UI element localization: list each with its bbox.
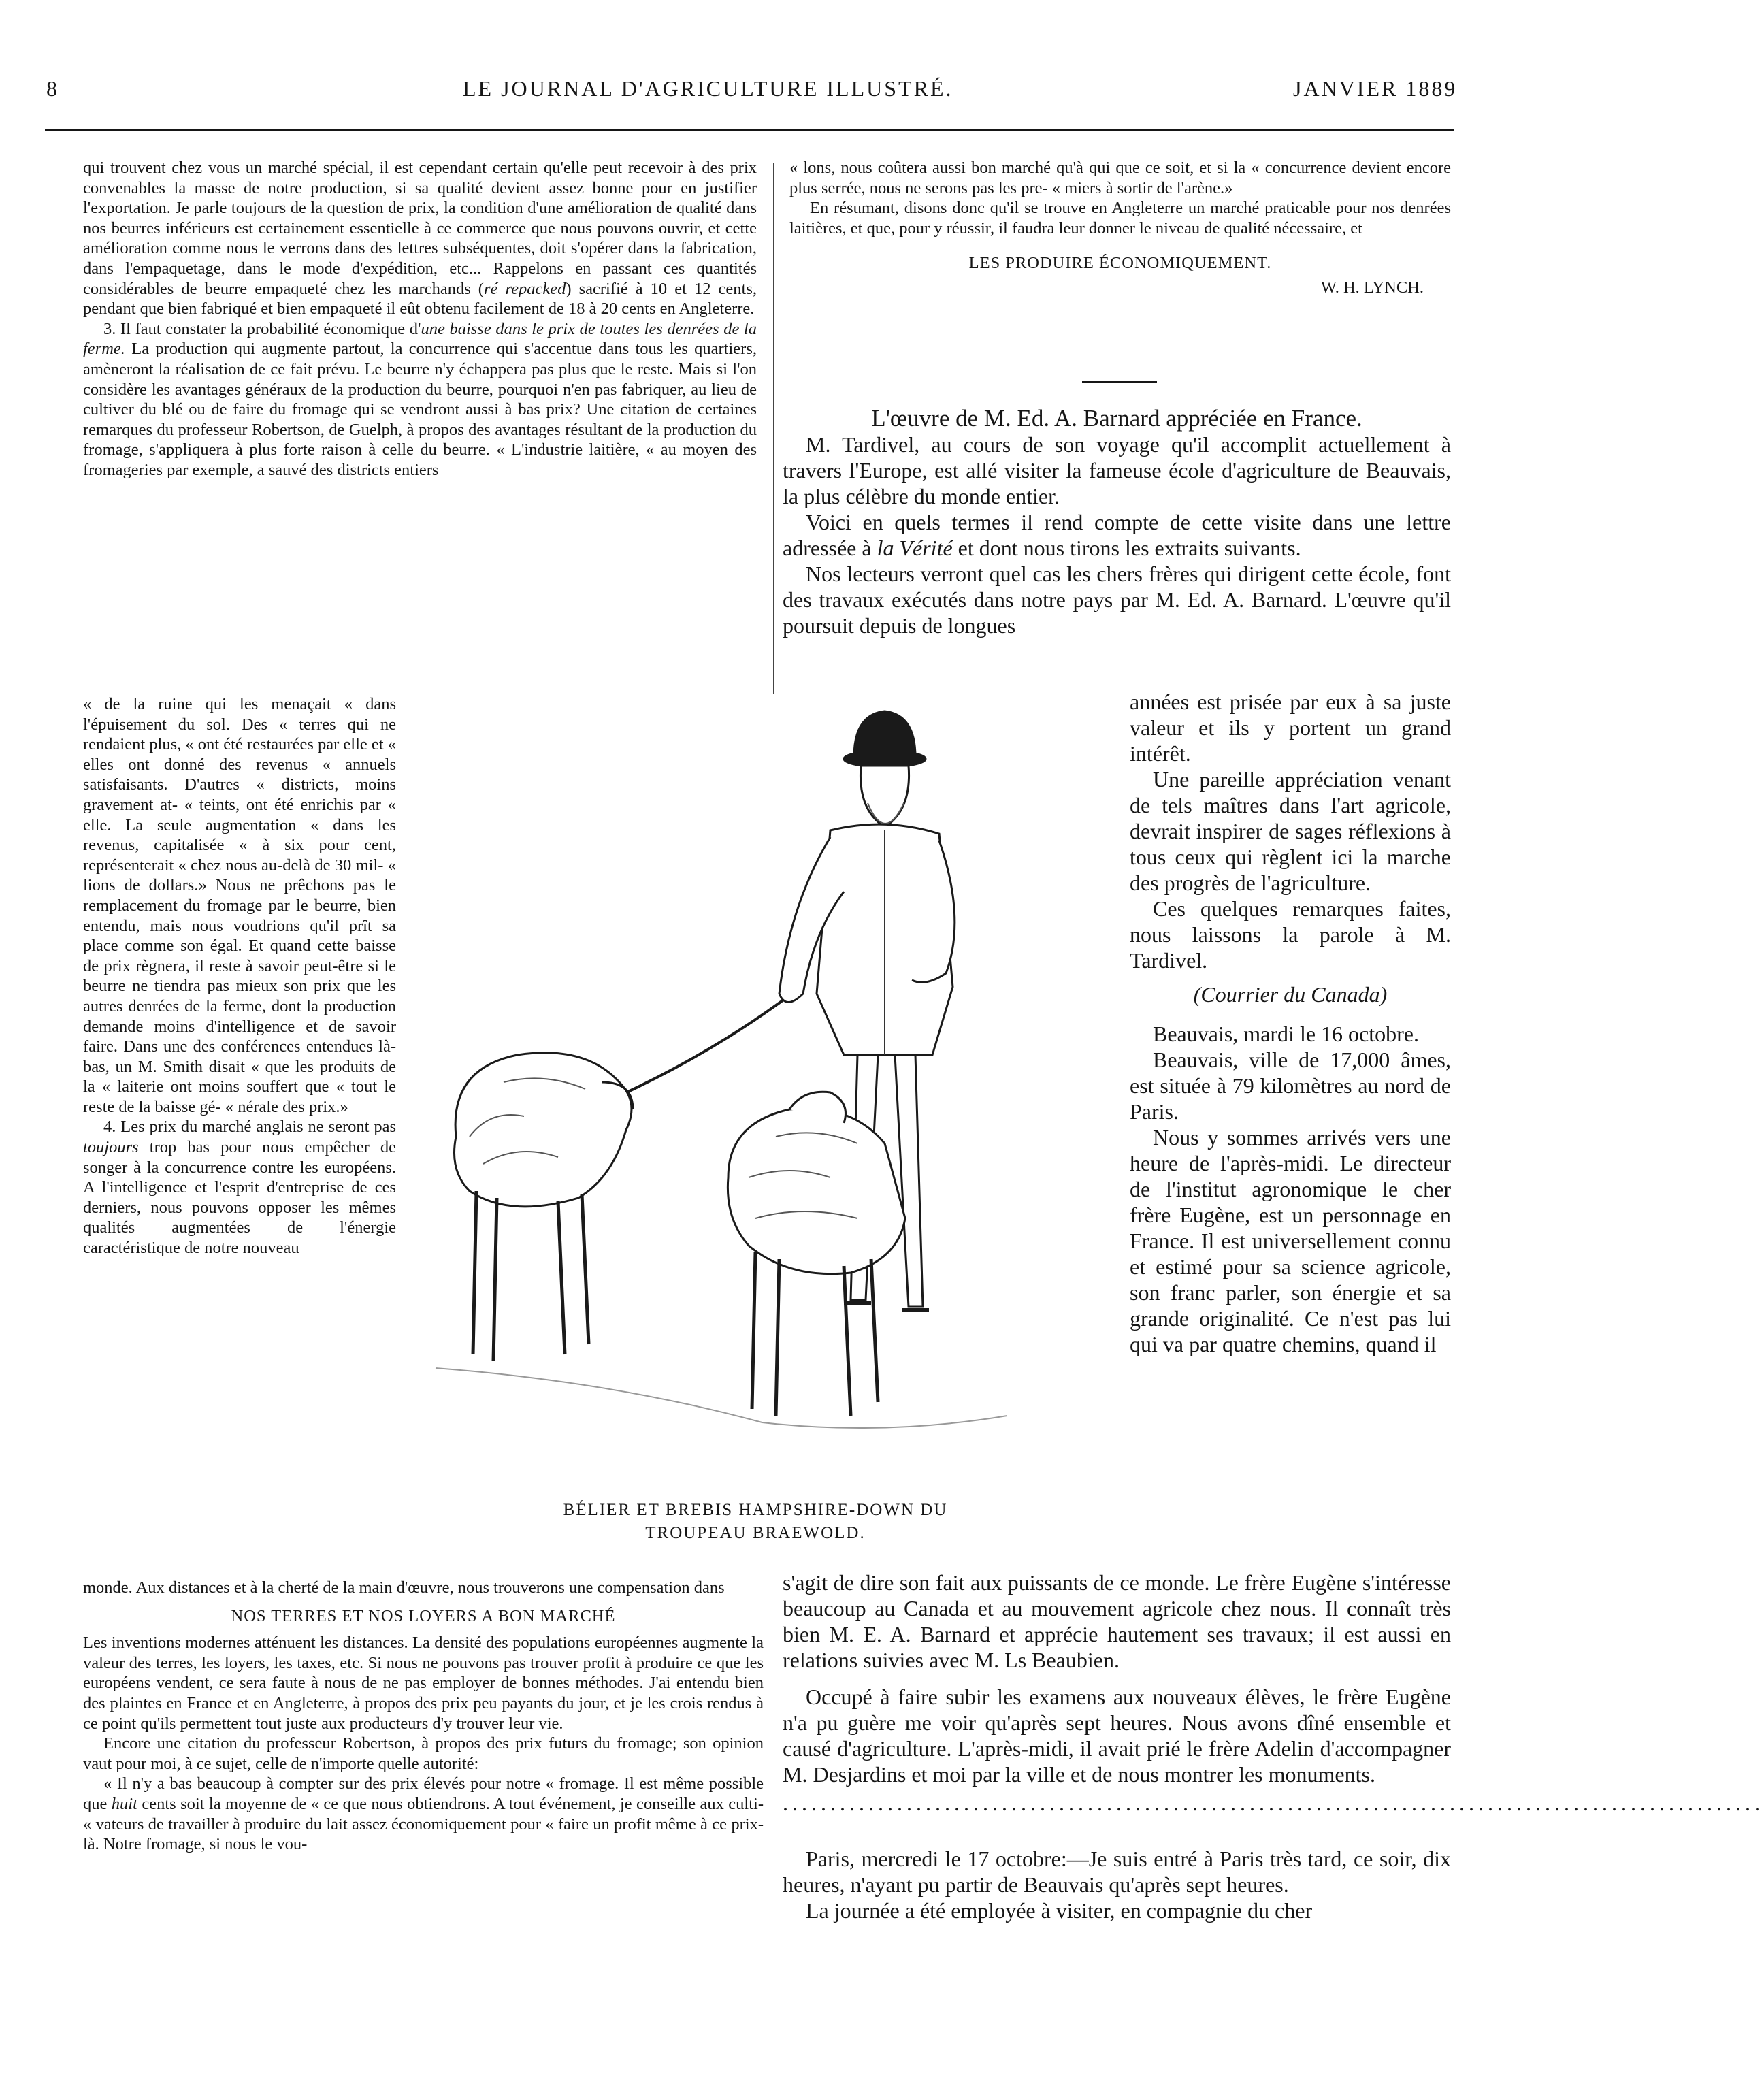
paragraph: Paris, mercredi le 17 octobre:—Je suis entré à Paris très tard, ce soir, dix heures, n'ayant pu partir de Beauvais qu'après sept heures. xyxy=(783,1846,1451,1897)
left-bottom-column xyxy=(83,1578,764,1855)
paragraph: s'agit de dire son fait aux puissants de ce monde. Le frère Eugène s'intéresse beaucoup au Canada et au mouvement agricole chez nous. Il connaît très bien M. E. A. Barnard et apprécie hautement ses travaux; il est aussi en relations suivies avec M. Ls Beaubien. xyxy=(783,1570,1451,1672)
article-bottom-column xyxy=(783,1569,1764,1923)
article-separator xyxy=(1082,381,1157,383)
paragraph: Nous y sommes arrivés vers une heure de l'après-midi. Le directeur de l'institut agronomique le cher frère Eugène, est un personnage en France. Il est universellement connu et estimé pour sa science agricole, son franc parler, son énergie et sa grande originalité. Ce n'est pas lui qui va par quatre chemins, quand il xyxy=(1130,1125,1451,1356)
paragraph: Encore une citation du professeur Robertson, à propos des prix futurs du fromage; son opinion vaut pour moi, à ce sujet, celle de n'importe quelle autorité: xyxy=(83,1734,764,1773)
section-heading: NOS TERRES ET NOS LOYERS A BON MARCHÉ xyxy=(231,1606,616,1625)
paragraph: Ces quelques remarques faites, nous laissons la parole à M. Tardivel. xyxy=(1130,896,1451,973)
section-heading: LES PRODUIRE ÉCONOMIQUEMENT. xyxy=(968,254,1272,273)
left-column xyxy=(83,158,757,481)
paragraph: années est prisée par eux à sa juste valeur et ils y portent un grand intérêt. xyxy=(1130,689,1451,766)
issue-date: JANVIER 1889 xyxy=(1293,76,1458,101)
paragraph: Nos lecteurs verront quel cas les chers frères qui dirigent cette école, font des travaux exécutés dans notre pays par M. Ed. A. Barnard. L'œuvre qu'il poursuit depuis de longues xyxy=(783,562,1451,638)
paragraph: Voici en quels termes il rend compte de cette visite dans une lettre adressée à la Vérité et dont nous tirons les extraits suivants. xyxy=(783,510,1451,560)
left-wrap-column xyxy=(83,694,396,1258)
paragraph: Les inventions modernes atténuent les distances. La densité des populations européennes augmente la valeur des terres, les loyers, les taxes, etc. Si nous ne pouvons pas trouver profit à produire ce que les européens vendent, ce sera faute à nous de ne pas employer de bonnes méthodes. J'ai entendu bien des plaintes en France et en Angleterre, à propos des prix peu payants du jour, et je les crois rendus à ce point qu'ils permettent tout juste aux producteurs d'y trouver leur vie. xyxy=(83,1633,764,1733)
caption-line: BÉLIER ET BREBIS HAMPSHIRE-DOWN DU xyxy=(563,1501,948,1519)
man-and-sheep-illustration xyxy=(408,701,1123,1491)
paragraph: M. Tardivel, au cours de son voyage qu'il accomplit actuellement à travers l'Europe, est allé visiter la fameuse école d'agriculture de Beauvais, la plus célèbre du monde entier. xyxy=(783,432,1451,508)
paragraph: 4. Les prix du marché anglais ne seront pas toujours trop bas pour nous empêcher de songer à la concurrence contre les européens. A l'intelligence et l'esprit d'entreprise de ces derniers, nous pouvons opposer les mêmes qualités augmentées de l'énergie caractéristique de notre nouveau xyxy=(83,1118,396,1258)
article-column xyxy=(783,406,1451,638)
journal-title: LE JOURNAL D'AGRICULTURE ILLUSTRÉ. xyxy=(463,76,953,101)
right-column-top xyxy=(789,158,1451,298)
dateline: Beauvais, mardi le 16 octobre. xyxy=(1153,1022,1419,1046)
paragraph: « lons, nous coûtera aussi bon marché qu'à qui que ce soit, et si la « concurrence devient encore plus serrée, nous ne serons pas les pre- « miers à sortir de l'arène.» xyxy=(789,159,1451,197)
paragraph: La journée a été employée à visiter, en compagnie du cher xyxy=(806,1898,1313,1923)
header-rule xyxy=(45,129,1454,131)
column-divider xyxy=(773,163,774,694)
paragraph: Occupé à faire subir les examens aux nouveaux élèves, le frère Eugène n'a pu guère me voir qu'après sept heures. Nous avons dîné ensemble et causé d'agriculture. L'après-midi, il avait prié le frère Adelin d'accompagner M. Desjardins et moi par la ville et de nous montrer les monuments. xyxy=(783,1685,1451,1787)
article-title: L'œuvre de M. Ed. A. Barnard appréciée en France. xyxy=(871,405,1362,432)
paragraph: Une pareille appréciation venant de tels maîtres dans l'art agricole, devrait inspirer de sages réflexions à tous ceux qui règlent ici la marche des progrès de l'agriculture. xyxy=(1130,767,1451,895)
article-wrap-column xyxy=(1130,689,1451,1357)
figure-caption xyxy=(490,1499,1021,1545)
author-signature: W. H. LYNCH. xyxy=(1320,278,1424,297)
paragraph: « Il n'y a bas beaucoup à compter sur des prix élevés pour notre « fromage. Il est même possible que huit cents soit la moyenne de « ce que nous obtiendrons. A tout événement, je conseille aux culti- « vateurs de travailler à produire du lait assez économiquement pour « faire un profit même à ce prix-là. Notre fromage, si nous le vou- xyxy=(83,1774,764,1854)
paragraph: « de la ruine qui les menaçait « dans l'épuisement du sol. Des « terres qui ne rendaient plus, « ont été restaurées par elle et « elles ont donné des revenus « annuels satisfaisants. D'autres « districts, moins gravement at- « teints, ont été enrichis par « elle. La seule augmentation « dans les revenus, capitalisée « à six pour cent, représenterait « chez nous au-delà de 30 mil- « lions de dollars.» Nous ne prêchons pas le remplacement du fromage par le beurre, bien entendu, mais nous voudrions qu'il prît sa place comme son égal. Et quand cette baisse de prix règnera, il reste à savoir peut-être si le beurre ne tiendra pas mieux son prix que les autres denrées de la ferme, dont la production demande moins d'intelligence et de savoir faire. Dans une des conférences entendues là-bas, un M. Smith disait « que les produits de la « laiterie ont moins souffert que « tout le reste de la baisse gé- « nérale des prix.» xyxy=(83,695,396,1116)
engraving-figure xyxy=(408,701,1123,1491)
ellipsis-separator: ....................................................................................................... xyxy=(783,1791,1764,1815)
page-number: 8 xyxy=(46,76,59,101)
caption-line: TROUPEAU BRAEWOLD. xyxy=(645,1524,866,1542)
paragraph: qui trouvent chez vous un marché spécial, il est cependant certain qu'elle peut recevoir à des prix convenables la masse de notre production, si sa qualité devient assez bonne pour en justifier l'exportation. Je parle toujours de la question de prix, la condition d'une amélioration de qualité dans nos beurres inférieurs est certainement essentielle à ce commerce que nous pouvons ouvrir, et cette amélioration comme nous le verrons dans des lettres subséquentes, doit s'opérer dans la fabrication, dans l'empaquetage, dans le mode d'expédition, etc... Rappelons en passant ces quantités considérables de beurre empaqueté chez les marchands (ré repacked) sacrifié à 10 et 12 cents, pendant que bien fabriqué et bien empaqueté il eût obtenu facilement de 18 à 20 cents en Angleterre. xyxy=(83,159,757,319)
source-credit: (Courrier du Canada) xyxy=(1193,982,1388,1007)
paragraph: En résumant, disons donc qu'il se trouve en Angleterre un marché praticable pour nos denrées laitières, et que, pour y réussir, il faudra leur donner le niveau de qualité nécessaire, et xyxy=(789,199,1451,238)
paragraph: Beauvais, ville de 17,000 âmes, est située à 79 kilomètres au nord de Paris. xyxy=(1130,1047,1451,1124)
paragraph: 3. Il faut constater la probabilité économique d'une baisse dans le prix de toutes les denrées de la ferme. La production qui augmente partout, la concurrence qui s'accentue dans tous les quartiers, amèneront la réalisation de ce fait prévu. Le beurre n'y échappera pas plus que le reste. Mais si l'on considère les avantages généraux de la production du beurre, pourquoi n'en pas fabriquer, au lieu de cultiver du blé ou de faire du fromage qui se vendront aussi à bas prix? Une citation de certaines remarques du professeur Robertson, de Guelph, à propos des avantages résultant de la production du fromage, s'appliquera à plus forte raison à celle du beurre. « L'industrie laitière, « au moyen des fromageries par exemple, a sauvé des districts entiers xyxy=(83,319,757,479)
paragraph: monde. Aux distances et à la cherté de la main d'œuvre, nous trouverons une compensation dans xyxy=(83,1578,725,1597)
